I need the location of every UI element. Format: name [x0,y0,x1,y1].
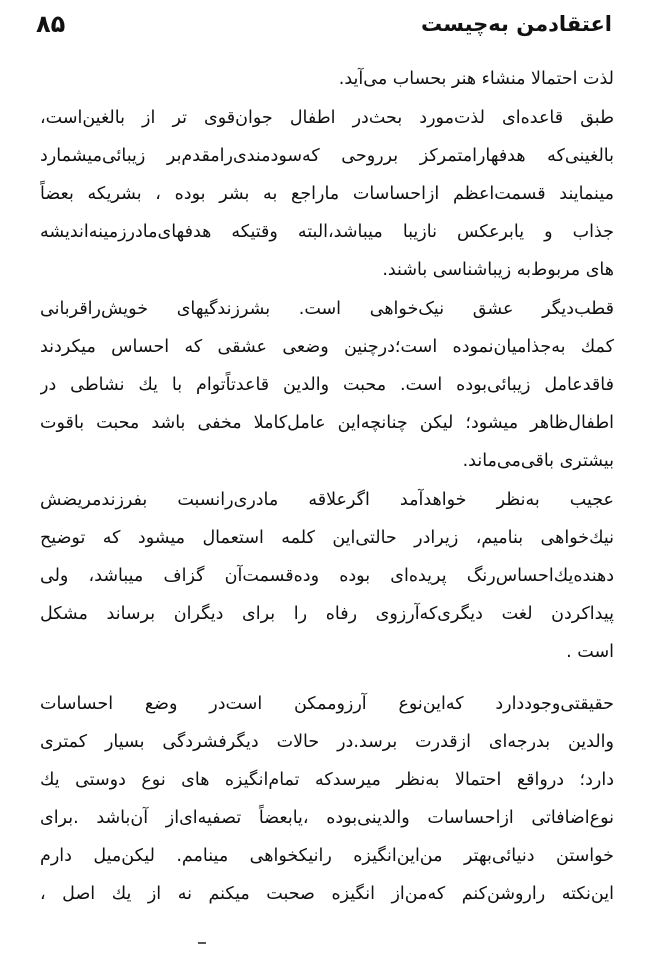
text-line: فاقدعامل زیبائی‌بوده است. محبت والدین قاعدتاًتوام با یك نشاطی در [40,375,614,395]
text-line: است . [566,642,614,662]
paragraph [40,685,614,913]
text-line: والدین بدرجه‌ای ازقدرت برسد.در حالات دیگرفشردگی بسیار کمتری [40,732,614,752]
running-title: اعتقادمن به‌چیست [420,12,612,36]
body-text [40,60,614,913]
page-header [36,10,612,46]
text-line: نیك‌خواهی بنامیم، زیرادر حالتی‌این کلمه استعمال میشود که توضیح [40,528,614,548]
paragraph [40,481,614,671]
text-line: دارد؛ درواقع احتمالا به‌نظر میرسدکه تمام‌انگیزه های نوع دوستی یك [40,770,614,790]
text-line: بیشتری باقی‌می‌ماند. [462,451,614,471]
text-line: حقیقتی‌وجوددارد که‌این‌نوع آرزوممکن است‌در وضع احساسات [40,694,614,714]
text-line: خواستن دنیائی‌بهتر من‌این‌انگیزه رانیکخواهی مینامم. لیکن‌میل دارم [40,846,614,866]
text-line: کمك به‌جذامیان‌نموده است؛درچنین وضعی عشقی که احساس میکردند [40,337,614,357]
text-line: نوع‌اضافاتی ازاحساسات والدینی‌بوده ،یابعضاً تصفیه‌ای‌از آن‌باشد .برای [40,808,614,828]
text-line: مینمایند قسمت‌اعظم ازاحساسات ماراجع به بشر بوده ، بشریکه بعضاً [40,184,614,204]
footer-mark [198,942,206,944]
paragraph [40,60,614,98]
text-line: این‌نکته راروشن‌کنم که‌من‌از انگیزه صحبت میکنم نه از یك اصل ، [40,884,614,904]
text-line: پیداکردن لغت دیگری‌که‌آرزوی رفاه را برای دیگران برساند مشکل [40,604,614,624]
paragraph [40,290,614,480]
paragraph [40,99,614,289]
text-line: های مربوط‌به زیباشناسی باشند. [382,260,614,280]
text-line: بالغینی‌که هدفهارامتمرکز برروحی که‌سودمندی‌رامقدم‌بر زیبائی‌میشمارد [40,146,614,166]
page-number: ۸۵ [36,10,66,38]
text-line: جذاب و یابرعکس نازیبا میباشد،البته وقتیکه هدفهای‌مادرزمینه‌اندیشه [40,222,614,242]
text-line: عجیب به‌نظر خواهدآمد اگرعلاقه مادری‌رانسبت بفرزندمریضش [40,490,614,510]
text-line: دهنده‌یك‌احساس‌رنگ پریده‌ای بوده و‌ده‌قسمت‌آن گزاف میباشد، ولی [40,566,614,586]
text-line: اطفال‌ظاهر میشود؛ لیکن چنانچه‌این عامل‌کاملا مخفی باشد محبت باقوت [40,413,614,433]
text-line: قطب‌دیگر عشق نیک‌خواهی است. بشرزندگیهای خویش‌راقربانی [40,299,614,319]
text-line: لذت احتمالا منشاء هنر بحساب می‌آید. [338,69,614,89]
text-line: طبق قاعده‌ای لذت‌مورد بحث‌در اطفال جوان‌قوی تر از بالغین‌است، [40,108,614,128]
